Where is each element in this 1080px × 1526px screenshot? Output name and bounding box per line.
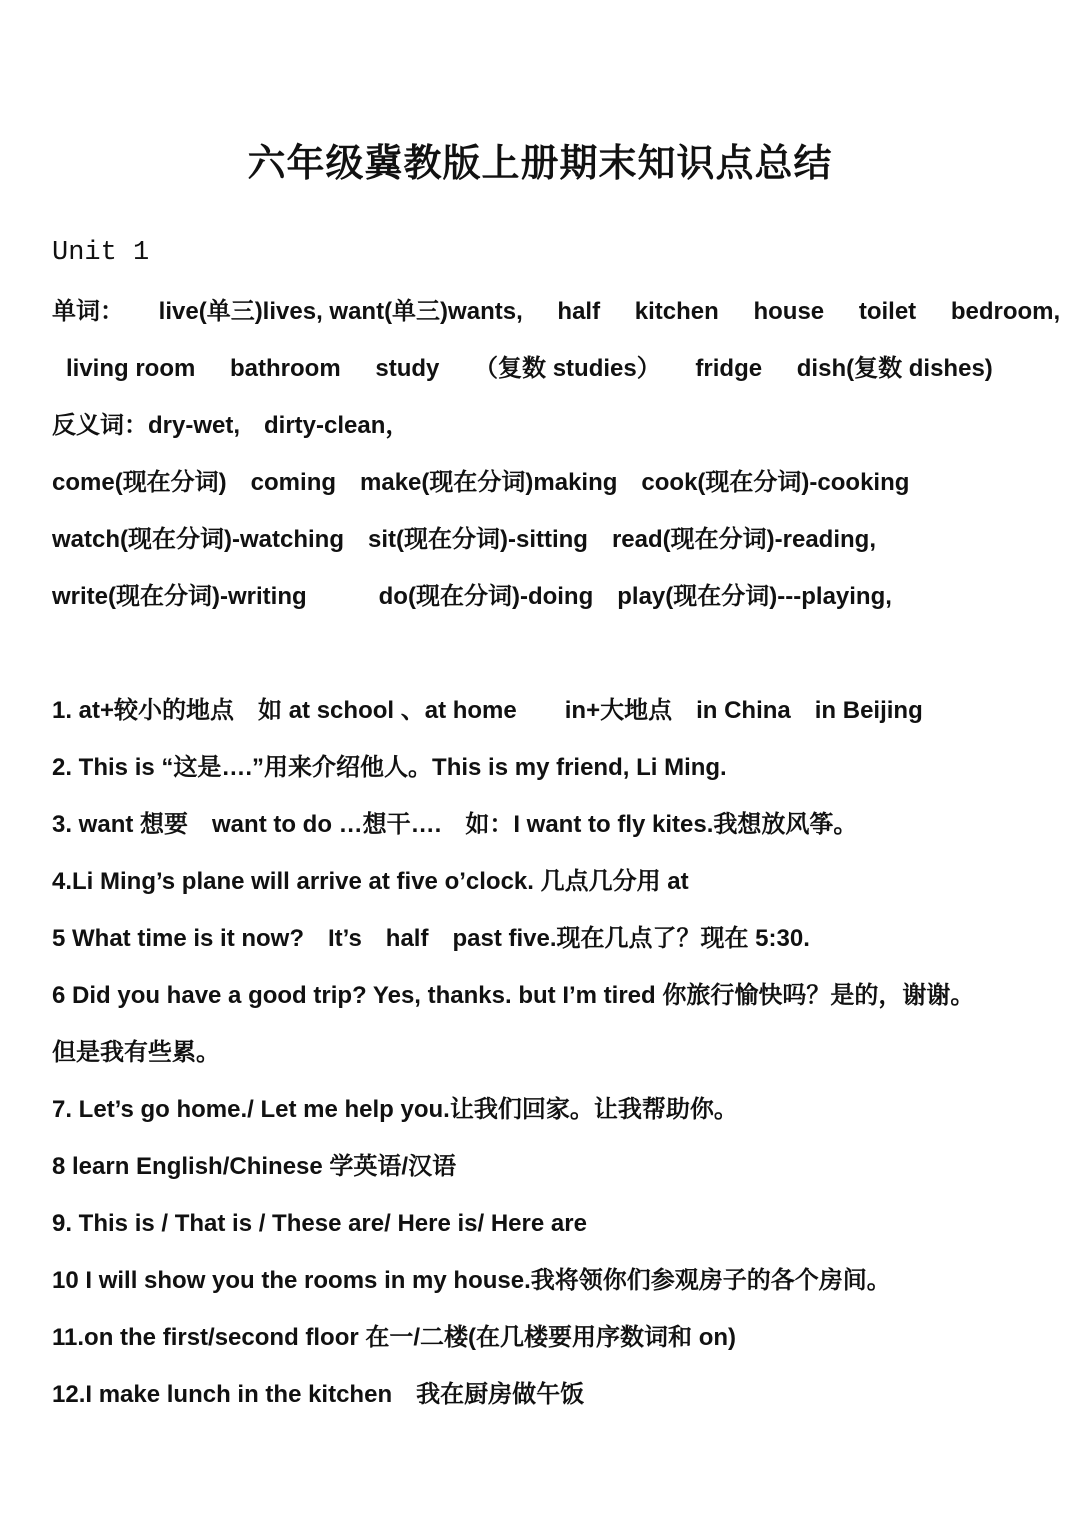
- point-line: 6 Did you have a good trip? Yes, thanks. but I’m tired 你旅行愉快吗？是的，谢谢。: [52, 982, 975, 1009]
- point-line: 5 What time is it now? It’s half past five.现在几点了？现在 5:30.: [52, 925, 810, 952]
- document-title: 六年级冀教版上册期末知识点总结: [247, 141, 833, 185]
- point-line: 10 I will show you the rooms in my house.我将领你们参观房子的各个房间。: [52, 1267, 891, 1294]
- vocab-word: （复数 studies）: [474, 355, 661, 382]
- participles-line-2: watch(现在分词)-watching sit(现在分词)-sitting read(现在分词)-reading,: [52, 526, 876, 553]
- vocab-word: bathroom: [230, 355, 341, 382]
- vocab-word: bedroom,: [950, 298, 1061, 325]
- vocab-word: half: [557, 298, 601, 325]
- point-line: 1. at+较小的地点 如 at school 、at home in+大地点 in China in Beijing: [52, 697, 923, 724]
- point-line: 9. This is / That is / These are/ Here is/ Here are: [52, 1210, 587, 1237]
- vocab-word: toilet: [858, 298, 917, 325]
- vocab-word: live(单三)lives, want(单三)wants,: [158, 298, 523, 325]
- vocab-label: 单词：: [52, 298, 124, 325]
- vocab-word: living room: [66, 355, 196, 382]
- point-line: 7. Let’s go home./ Let me help you.让我们回家。让我帮助你。: [52, 1096, 738, 1123]
- vocab-line-2: [66, 354, 993, 384]
- point-line: 12.I make lunch in the kitchen 我在厨房做午饭: [52, 1381, 585, 1408]
- participles-line-3: write(现在分词)-writing do(现在分词)-doing play(现在分词)---playing,: [52, 583, 892, 610]
- vocab-word: fridge: [695, 355, 763, 382]
- participles-line-1: come(现在分词) coming make(现在分词)making cook(现在分词)-cooking: [52, 469, 910, 496]
- vocab-word: kitchen: [634, 298, 719, 325]
- vocab-word: house: [753, 298, 825, 325]
- antonyms-line: 反义词：dry-wet, dirty-clean，: [52, 412, 410, 439]
- vocab-line-1: [52, 297, 1060, 327]
- vocab-word: study: [375, 355, 440, 382]
- point-line: 3. want 想要 want to do …想干…. 如：I want to fly kites.我想放风筝。: [52, 811, 858, 838]
- point-line: 11.on the first/second floor 在一/二楼(在几楼要用序数词和 on): [52, 1324, 737, 1351]
- point-line-continued: 但是我有些累。: [52, 1039, 220, 1066]
- vocab-word: dish(复数 dishes): [796, 355, 993, 382]
- point-line: 8 learn English/Chinese 学英语/汉语: [52, 1153, 457, 1180]
- point-line: 2. This is “这是….”用来介绍他人。This is my friend, Li Ming.: [52, 754, 727, 781]
- unit-heading: Unit 1: [52, 238, 150, 268]
- point-line: 4.Li Ming’s plane will arrive at five o’clock. 几点几分用 at: [52, 868, 689, 895]
